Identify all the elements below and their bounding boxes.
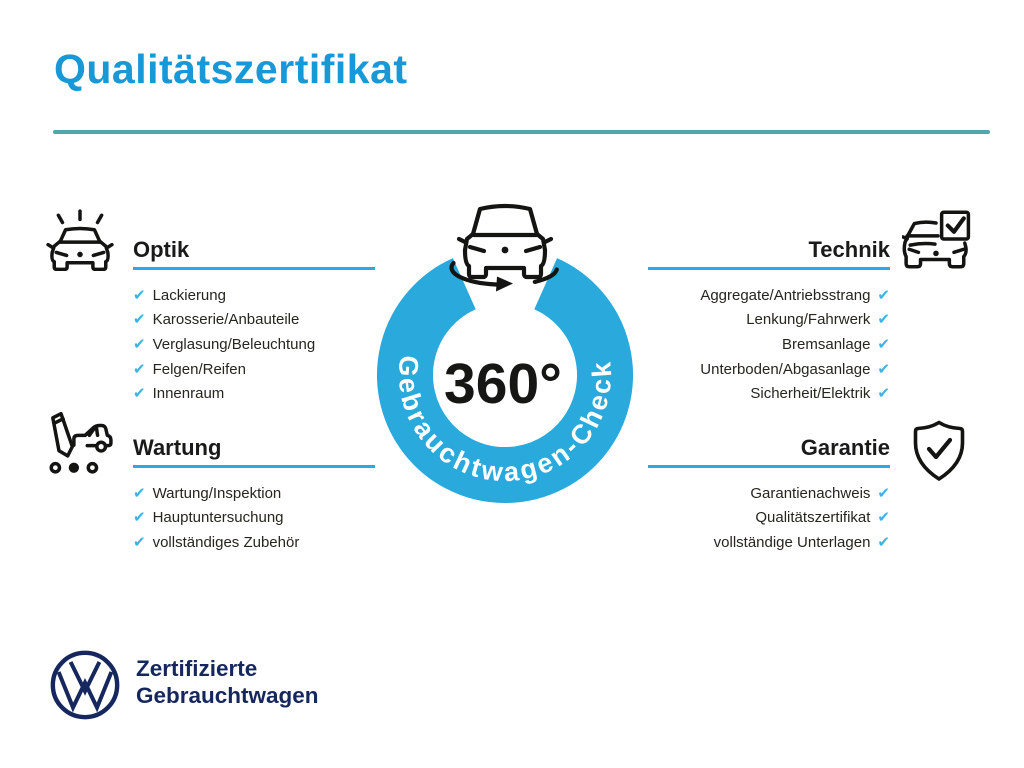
- section-technik-underline: [648, 267, 890, 270]
- wartung-checklist: [133, 481, 375, 555]
- brand-line-2: Gebrauchtwagen: [136, 683, 319, 708]
- check-item: [648, 381, 890, 406]
- section-technik-title: Technik: [808, 237, 890, 262]
- check-item-label: Lackierung: [152, 286, 226, 304]
- check-icon: ✔: [877, 509, 890, 527]
- garantie-checklist: [648, 481, 890, 555]
- check-item: [133, 332, 375, 357]
- check-icon: ✔: [133, 533, 146, 551]
- check-item-label: Wartung/Inspektion: [152, 484, 282, 502]
- check-icon: ✔: [877, 385, 890, 403]
- badge-degree-label: 360°: [444, 352, 562, 416]
- check-item: [133, 381, 375, 406]
- check-item: [648, 357, 890, 382]
- check-item: [648, 283, 890, 308]
- check-icon: ✔: [877, 286, 890, 304]
- section-optik-underline: [133, 267, 375, 270]
- brand-line-1: Zertifizierte: [136, 656, 258, 681]
- check-item-label: Karosserie/Anbauteile: [152, 311, 300, 329]
- check-item: [648, 530, 890, 555]
- check-icon: ✔: [877, 311, 890, 329]
- check-item: [648, 481, 890, 506]
- check-item: [648, 332, 890, 357]
- brand-text: [136, 655, 319, 709]
- check-icon: ✔: [877, 360, 890, 378]
- check-item-label: Aggregate/Antriebsstrang: [700, 286, 871, 304]
- check-icon: ✔: [877, 533, 890, 551]
- section-optik: [133, 237, 375, 406]
- section-technik: [648, 237, 890, 406]
- check-item-label: Qualitätszertifikat: [755, 509, 871, 527]
- check-item-label: Felgen/Reifen: [152, 360, 246, 378]
- check-icon: ✔: [877, 484, 890, 502]
- check-icon: ✔: [133, 385, 146, 403]
- check-item: [133, 283, 375, 308]
- rotation-arrowhead: [496, 277, 513, 292]
- check-icon: ✔: [133, 360, 146, 378]
- check-item: [133, 481, 375, 506]
- section-garantie-title: Garantie: [800, 435, 890, 460]
- check-item-label: Hauptuntersuchung: [152, 509, 284, 527]
- check-item-label: Unterboden/Abgasanlage: [700, 360, 871, 378]
- check-item: [648, 506, 890, 531]
- badge-ring-label: Gebrauchtwagen-Check: [392, 354, 618, 488]
- pencil-car-dots-icon: [42, 408, 114, 476]
- check-icon: ✔: [133, 311, 146, 329]
- car-with-checkbox-icon: [902, 208, 972, 272]
- check-item-label: Garantienachweis: [750, 484, 871, 502]
- check-item-label: vollständiges Zubehör: [152, 533, 300, 551]
- check-item-label: Bremsanlage: [782, 335, 871, 353]
- check-item: [133, 530, 375, 555]
- check-item-label: Innenraum: [152, 385, 225, 403]
- section-wartung: [133, 435, 375, 555]
- check-item-label: Lenkung/Fahrwerk: [746, 311, 871, 329]
- section-optik-title: Optik: [133, 237, 190, 262]
- check-icon: ✔: [133, 335, 146, 353]
- check-icon: ✔: [133, 509, 146, 527]
- car-rotate-icon: [451, 206, 556, 285]
- check-item: [648, 308, 890, 333]
- check-item-label: Sicherheit/Elektrik: [750, 385, 871, 403]
- check-item-label: Verglasung/Beleuchtung: [152, 335, 316, 353]
- shield-check-icon: [910, 419, 968, 483]
- section-garantie-underline: [648, 465, 890, 468]
- check-item: [133, 357, 375, 382]
- title-divider: [53, 130, 990, 134]
- technik-checklist: [648, 283, 890, 406]
- car-front-shine-icon: [46, 207, 114, 271]
- optik-checklist: [133, 283, 375, 406]
- section-wartung-title: Wartung: [133, 435, 222, 460]
- badge-360-check: [370, 192, 640, 508]
- check-item: [133, 506, 375, 531]
- check-icon: ✔: [877, 335, 890, 353]
- check-icon: ✔: [133, 484, 146, 502]
- section-garantie: [648, 435, 890, 555]
- check-item: [133, 308, 375, 333]
- vw-logo: [49, 649, 121, 721]
- check-item-label: vollständige Unterlagen: [713, 533, 871, 551]
- section-wartung-underline: [133, 465, 375, 468]
- page-title: Qualitätszertifikat: [54, 46, 408, 92]
- check-icon: ✔: [133, 286, 146, 304]
